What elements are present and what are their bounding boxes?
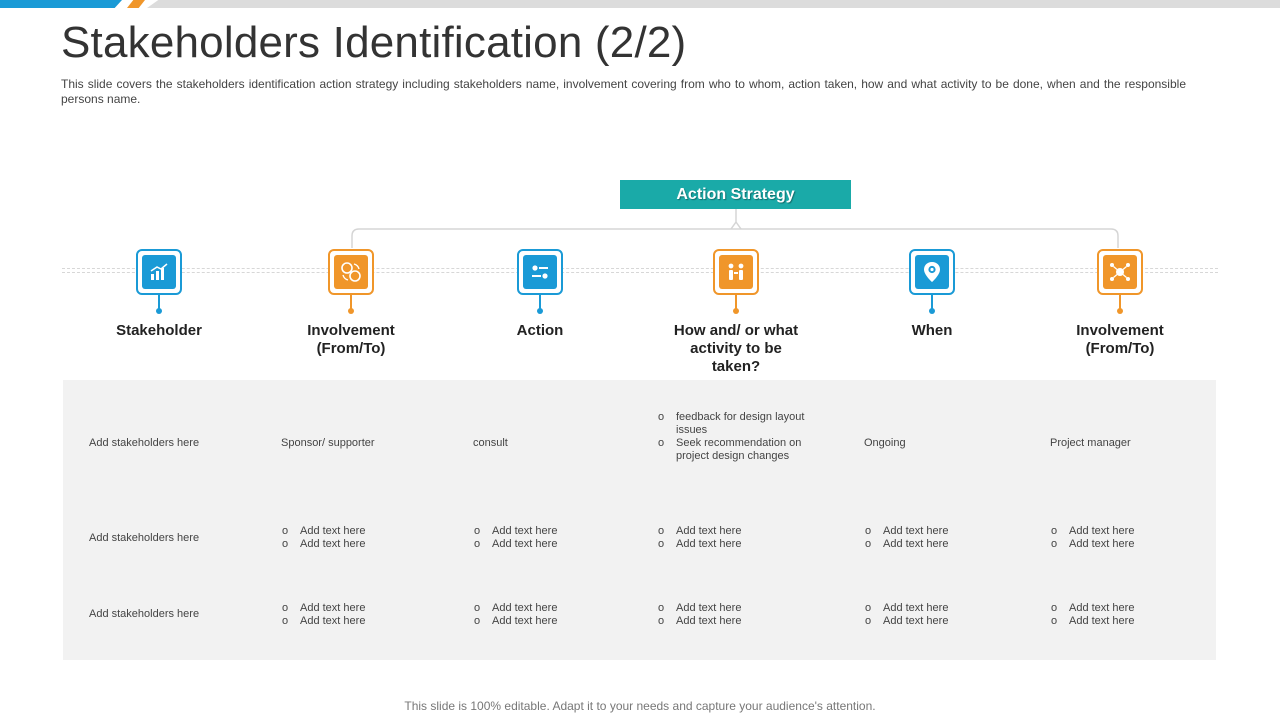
list-item: o Add text here <box>1051 525 1134 538</box>
footer-note: This slide is 100% editable. Adapt it to your needs and capture your audience's attention. <box>404 699 876 713</box>
column-heading-involvement: Involvement (From/To) <box>307 322 395 357</box>
strategy-table <box>63 380 1216 660</box>
row1-responsible: Project manager <box>1050 437 1131 449</box>
list-item: o Add text here <box>474 538 557 551</box>
team-network-icon <box>1103 255 1137 289</box>
involvement-stem <box>350 295 352 309</box>
action-strategy-bracket <box>0 0 1280 250</box>
list-item: o Seek recommendation on project design changes <box>658 437 808 463</box>
row3-responsible-list <box>1051 602 1134 628</box>
column-heading-responsible: Involvement (From/To) <box>1076 322 1164 357</box>
list-item: o Add text here <box>282 525 365 538</box>
action-stem <box>539 295 541 309</box>
stakeholder-stem <box>158 295 160 309</box>
toggle-settings-icon <box>523 255 557 289</box>
row1-activity-list <box>658 411 808 463</box>
row2-action-list <box>474 525 557 551</box>
column-heading-action: Action <box>516 322 564 339</box>
list-item: o Add text here <box>658 602 741 615</box>
list-item: o Add text here <box>282 615 365 628</box>
timeline-dash-top <box>62 268 1218 269</box>
list-item: o Add text here <box>658 615 741 628</box>
row3-stakeholder: Add stakeholders here <box>89 608 200 620</box>
responsible-icon-tile <box>1097 249 1143 295</box>
when-stem <box>931 295 933 309</box>
responsible-dot <box>1117 308 1123 314</box>
slide-subtitle: This slide covers the stakeholders identification action strategy including stakeholders name, involvement covering from who to whom, action taken, how and what activity to be done, when and the responsible persons name. <box>61 77 1186 106</box>
list-item: o Add text here <box>474 525 557 538</box>
row1-stakeholder: Add stakeholders here <box>89 437 200 449</box>
list-item: o Add text here <box>1051 615 1134 628</box>
list-item: o Add text here <box>658 525 741 538</box>
list-item: o Add text here <box>474 615 557 628</box>
list-item: o Add text here <box>865 538 948 551</box>
activity-dot <box>733 308 739 314</box>
when-icon-tile <box>909 249 955 295</box>
list-item: o Add text here <box>282 602 365 615</box>
list-item: o Add text here <box>865 525 948 538</box>
responsible-stem <box>1119 295 1121 309</box>
timeline-dash-bottom <box>62 272 1218 273</box>
list-item: o Add text here <box>1051 538 1134 551</box>
stakeholder-icon-tile <box>136 249 182 295</box>
row3-involvement-list <box>282 602 365 628</box>
action-strategy-header: Action Strategy <box>620 180 851 209</box>
row2-involvement-list <box>282 525 365 551</box>
action-icon-tile <box>517 249 563 295</box>
action-dot <box>537 308 543 314</box>
list-item: o Add text here <box>658 538 741 551</box>
column-heading-stakeholder: Stakeholder <box>116 322 202 339</box>
row2-activity-list <box>658 525 741 551</box>
row3-when-list <box>865 602 948 628</box>
column-heading-when: When <box>911 322 953 339</box>
row3-action-list <box>474 602 557 628</box>
row1-when: Ongoing <box>864 437 906 449</box>
list-item: o Add text here <box>282 538 365 551</box>
activity-icon-tile <box>713 249 759 295</box>
column-heading-activity: How and/ or what activity to be taken? <box>673 322 799 375</box>
exchange-coins-icon <box>334 255 368 289</box>
involvement-dot <box>348 308 354 314</box>
list-item: o Add text here <box>1051 602 1134 615</box>
list-item: o feedback for design layout issues <box>658 411 808 437</box>
people-meeting-icon <box>719 255 753 289</box>
stakeholder-dot <box>156 308 162 314</box>
chart-icon <box>142 255 176 289</box>
list-item: o Add text here <box>474 602 557 615</box>
row3-activity-list <box>658 602 741 628</box>
row1-action: consult <box>473 437 508 449</box>
row1-involvement: Sponsor/ supporter <box>281 437 375 449</box>
row2-stakeholder: Add stakeholders here <box>89 532 200 544</box>
row2-responsible-list <box>1051 525 1134 551</box>
slide-title: Stakeholders Identification (2/2) <box>61 18 687 67</box>
when-dot <box>929 308 935 314</box>
row2-when-list <box>865 525 948 551</box>
involvement-icon-tile <box>328 249 374 295</box>
list-item: o Add text here <box>865 615 948 628</box>
location-pin-icon <box>915 255 949 289</box>
list-item: o Add text here <box>865 602 948 615</box>
activity-stem <box>735 295 737 309</box>
